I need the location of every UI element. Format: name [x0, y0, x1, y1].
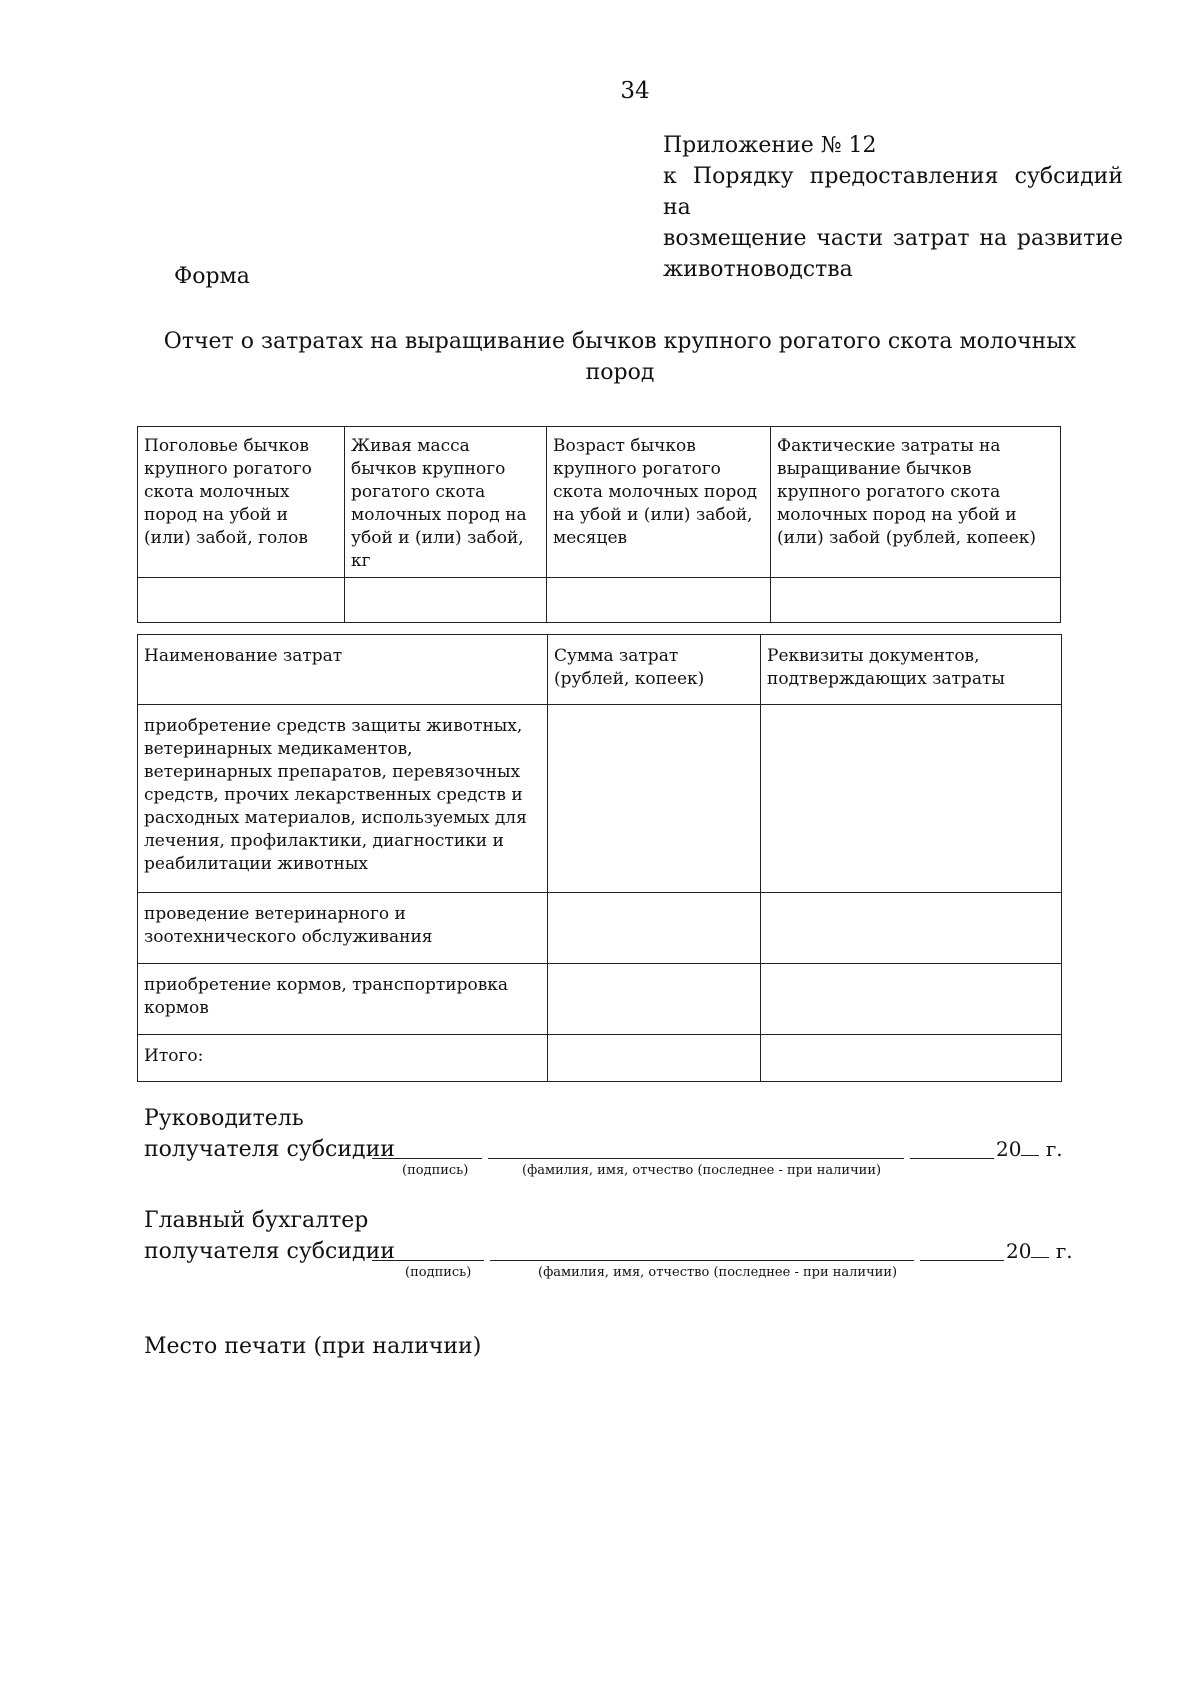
head-label: получателя субсидии [144, 1137, 395, 1162]
appendix-line-2: возмещение части затрат на развитие [663, 226, 1123, 251]
input-cell[interactable] [548, 893, 761, 964]
table-row [138, 578, 1061, 623]
head-date-line[interactable] [910, 1158, 994, 1159]
head-title: Руководитель [144, 1106, 304, 1131]
head-signature-caption: (подпись) [402, 1163, 469, 1178]
total-label-cell: Итого: [138, 1035, 548, 1082]
year-blank[interactable] [1031, 1243, 1049, 1258]
table-header-cell: Возраст бычков крупного рогатого скота молочных пород на убой и (или) забой, месяцев [547, 427, 771, 578]
accountant-signature-caption: (подпись) [405, 1265, 472, 1280]
appendix-line-1: к Порядку предоставления субсидий на [663, 164, 1123, 220]
table-header-cell: Сумма затрат (рублей, копеек) [548, 635, 761, 705]
report-title [160, 326, 1080, 388]
appendix-line-3: животноводства [663, 257, 853, 282]
expenses-table [137, 634, 1062, 1082]
input-cell[interactable] [547, 578, 771, 623]
accountant-signature-line[interactable] [372, 1260, 484, 1261]
expense-name-cell: приобретение средств защиты животных, ветеринарных медикаментов, ветеринарных препаратов, перевязочных средств, прочих лекарственных средств и расходных материалов, используемых для лечения, профилактики, диагностики и реабилитации животных [138, 705, 548, 893]
appendix-title: Приложение № 12 [663, 133, 877, 158]
table-header-cell: Поголовье бычков крупного рогатого скота молочных пород на убой и (или) забой, голов [138, 427, 345, 578]
table-header-cell: Наименование затрат [138, 635, 548, 705]
report-title-line-2: пород [585, 360, 655, 385]
page-number: 34 [620, 78, 650, 104]
expense-name-cell: проведение ветеринарного и зоотехнического обслуживания [138, 893, 548, 964]
table-row [138, 964, 1062, 1035]
accountant-date-line[interactable] [920, 1260, 1004, 1261]
head-signature-line[interactable] [372, 1158, 482, 1159]
appendix-header [663, 130, 1123, 285]
year-blank[interactable] [1021, 1141, 1039, 1156]
expense-name-cell: приобретение кормов, транспортировка кормов [138, 964, 548, 1035]
head-name-line[interactable] [488, 1158, 904, 1159]
year-suffix: г. [1055, 1239, 1073, 1263]
input-cell[interactable] [548, 705, 761, 893]
table-header-row [138, 427, 1061, 578]
table-header-row [138, 635, 1062, 705]
input-cell[interactable] [345, 578, 547, 623]
input-cell[interactable] [761, 1035, 1062, 1082]
head-name-caption: (фамилия, имя, отчество (последнее - при наличии) [522, 1163, 882, 1178]
livestock-table [137, 426, 1061, 623]
table-header-cell: Фактические затраты на выращивание бычков крупного рогатого скота молочных пород на убой и (или) забой (рублей, копеек) [771, 427, 1061, 578]
stamp-place: Место печати (при наличии) [144, 1334, 482, 1359]
year-suffix: г. [1045, 1137, 1063, 1161]
head-year [996, 1137, 1063, 1161]
table-header-cell: Живая масса бычков крупного рогатого скота молочных пород на убой и (или) забой, кг [345, 427, 547, 578]
table-header-cell: Реквизиты документов, подтверждающих затраты [761, 635, 1062, 705]
input-cell[interactable] [548, 964, 761, 1035]
table-row [138, 1035, 1062, 1082]
input-cell[interactable] [761, 893, 1062, 964]
input-cell[interactable] [761, 705, 1062, 893]
accountant-name-line[interactable] [490, 1260, 914, 1261]
table-row [138, 705, 1062, 893]
year-prefix: 20 [996, 1137, 1022, 1161]
year-prefix: 20 [1006, 1239, 1032, 1263]
accountant-year [1006, 1239, 1073, 1263]
form-label: Форма [174, 264, 250, 289]
accountant-name-caption: (фамилия, имя, отчество (последнее - при наличии) [538, 1265, 898, 1280]
report-title-line-1: Отчет о затратах на выращивание бычков крупного рогатого скота молочных [163, 329, 1077, 354]
accountant-label: получателя субсидии [144, 1239, 395, 1264]
input-cell[interactable] [761, 964, 1062, 1035]
accountant-title: Главный бухгалтер [144, 1208, 369, 1233]
input-cell[interactable] [548, 1035, 761, 1082]
input-cell[interactable] [138, 578, 345, 623]
input-cell[interactable] [771, 578, 1061, 623]
table-row [138, 893, 1062, 964]
